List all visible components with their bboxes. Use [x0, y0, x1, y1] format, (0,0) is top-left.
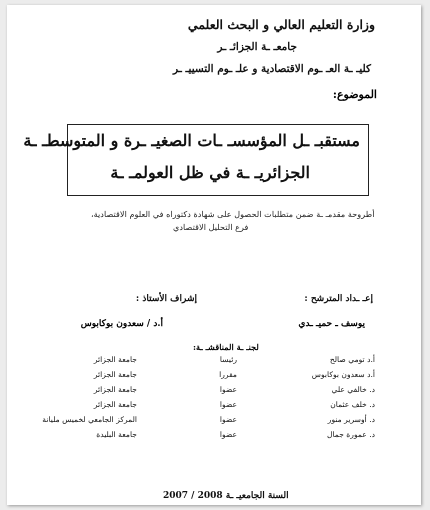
member-institution: جامعة البليدة: [96, 430, 137, 439]
academic-year: [163, 491, 289, 501]
member-institution: المركز الجامعي لخميس مليانة: [42, 415, 137, 424]
academic-year-value: 2007 / 2008: [163, 491, 223, 501]
faculty-heading: كليـ ـة العـ ـوم الاقتصادية و علـ ـوم التسييـ ـر: [172, 63, 371, 75]
ministry-heading: وزارة التعليم العالي و البحث العلمي: [187, 17, 375, 32]
member-name: أ.د تومي صالح: [329, 355, 375, 364]
supervisor-label: إشراف الأستاذ :: [135, 294, 197, 304]
member-institution: جامعة الجزائر: [93, 370, 137, 379]
committee-row: [7, 370, 421, 384]
thesis-title-line-2: الجزائريـ ـة في ظل العولمـ ـة: [110, 163, 310, 182]
member-institution: جامعة الجزائر: [93, 385, 137, 394]
thesis-title-line-1: مستقبـ ـل المؤسسـ ـات الصغيـ ـرة و المتوسطـ ـة: [23, 131, 360, 150]
document-page: [7, 5, 421, 505]
preparer-label: إعـ ـداد المترشح :: [304, 294, 373, 304]
member-name: د. أوسرير منور: [327, 415, 375, 424]
thesis-title-box: [23, 124, 369, 196]
university-heading: جامعـ ـة الجزائـ ـر: [217, 41, 297, 53]
member-name: د. عمورة جمال: [326, 430, 375, 439]
member-name: أ.د سعدون بوكابوس: [311, 370, 375, 379]
member-role: عضوا: [219, 415, 237, 424]
committee-row: [7, 415, 421, 429]
thesis-branch: فرع التحليل الاقتصادي: [173, 222, 249, 232]
member-role: عضوا: [219, 400, 237, 409]
academic-year-label: السنة الجامعيـ ـة: [225, 491, 289, 501]
member-role: رئيسا: [219, 355, 237, 364]
member-institution: جامعة الجزائر: [93, 355, 137, 364]
thesis-description: أطروحة مقدمـ ـة ضمن متطلبات الحصول على شهادة دكتوراه في العلوم الاقتصادية،: [91, 209, 375, 219]
preparer-name: يوسف ـ حميـ ـدي: [298, 319, 365, 329]
committee-row: [7, 355, 421, 369]
member-institution: جامعة الجزائر: [93, 400, 137, 409]
committee-row: [7, 385, 421, 399]
committee-label: لجنـ ـة المناقشـ ـة:: [193, 342, 259, 352]
committee-row: [7, 400, 421, 414]
member-name: د. خلف عثمان: [330, 400, 375, 409]
member-role: مقررا: [219, 370, 237, 379]
committee-row: [7, 430, 421, 444]
subject-label: الموضوع:: [332, 88, 377, 101]
member-name: د. خالفي علي: [331, 385, 375, 394]
member-role: عضوا: [219, 430, 237, 439]
member-role: عضوا: [219, 385, 237, 394]
supervisor-name: أ.د / سعدون بوكابوس: [80, 319, 163, 329]
